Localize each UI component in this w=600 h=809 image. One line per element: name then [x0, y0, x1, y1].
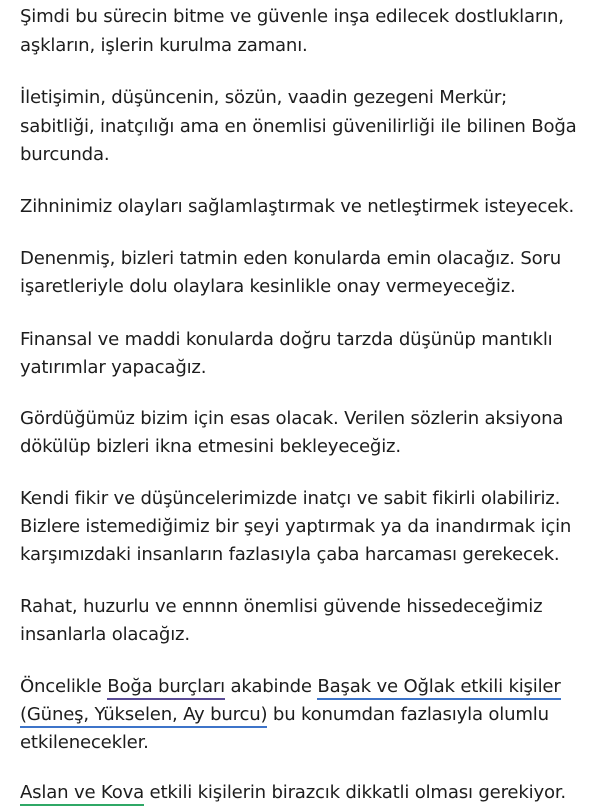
paragraph-4-line-1: Denenmiş, bizleri tatmin eden konularda emin olacağız. Soru: [20, 248, 562, 269]
paragraph-1-line-2: aşkların, işlerin kurulma zamanı.: [20, 35, 308, 56]
paragraph-7-line-3: karşımızdaki insanların fazlasıyla çaba harcaması gerekecek.: [20, 544, 560, 565]
underlined-basak-oglak: Başak ve Oğlak etkili kişiler: [317, 676, 560, 700]
paragraph-9-line-1: [20, 674, 561, 700]
paragraph-2-line-2: sabitliği, inatçılığı ama en önemlisi güvenilirliği ile bilinen Boğa: [20, 116, 577, 137]
paragraph-8-line-2: insanlarla olacağız.: [20, 624, 190, 645]
underlined-boga-burclari: Boğa burçları: [107, 676, 225, 700]
paragraph-9-middle: akabinde: [224, 676, 318, 697]
paragraph-9-suffix: bu konumdan fazlasıyla olumlu: [267, 704, 549, 725]
underlined-aslan-kova: Aslan ve Kova: [20, 782, 144, 806]
paragraph-8-line-1: Rahat, huzurlu ve ennnn önemlisi güvende hissedeceğimiz: [20, 596, 543, 617]
paragraph-9-prefix: Öncelikle: [20, 676, 108, 697]
paragraph-9-line-2: [20, 702, 549, 728]
paragraph-6-line-1: Gördüğümüz bizim için esas olacak. Verilen sözlerin aksiyona: [20, 408, 564, 429]
underlined-gunes-yukselen-ay: (Güneş, Yükselen, Ay burcu): [20, 704, 267, 728]
paragraph-7-line-2: Bizlere istemediğimiz bir şeyi yaptırmak ya da inandırmak için: [20, 516, 572, 537]
paragraph-10-line-1: [20, 780, 566, 806]
paragraph-7-line-1: Kendi fikir ve düşüncelerimizde inatçı ve sabit fikirli olabiliriz.: [20, 488, 561, 509]
paragraph-2-line-3: burcunda.: [20, 144, 110, 165]
paragraph-2-line-1: İletişimin, düşüncenin, sözün, vaadin gezegeni Merkür;: [20, 87, 508, 108]
paragraph-3-line-1: Zihninimiz olayları sağlamlaştırmak ve netleştirmek isteyecek.: [20, 196, 575, 217]
paragraph-4-line-2: işaretleriyle dolu olaylara kesinlikle onay vermeyeceğiz.: [20, 276, 516, 297]
paragraph-6-line-2: dökülüp bizleri ikna etmesini bekleyeceğiz.: [20, 436, 401, 457]
paragraph-5-line-2: yatırımlar yapacağız.: [20, 357, 207, 378]
paragraph-5-line-1: Finansal ve maddi konularda doğru tarzda düşünüp mantıklı: [20, 329, 553, 350]
paragraph-9-line-3: etkilenecekler.: [20, 732, 149, 753]
paragraph-10-suffix: etkili kişilerin birazcık dikkatli olması gerekiyor.: [143, 782, 566, 803]
paragraph-1-line-1: Şimdi bu sürecin bitme ve güvenle inşa edilecek dostlukların,: [20, 6, 564, 27]
